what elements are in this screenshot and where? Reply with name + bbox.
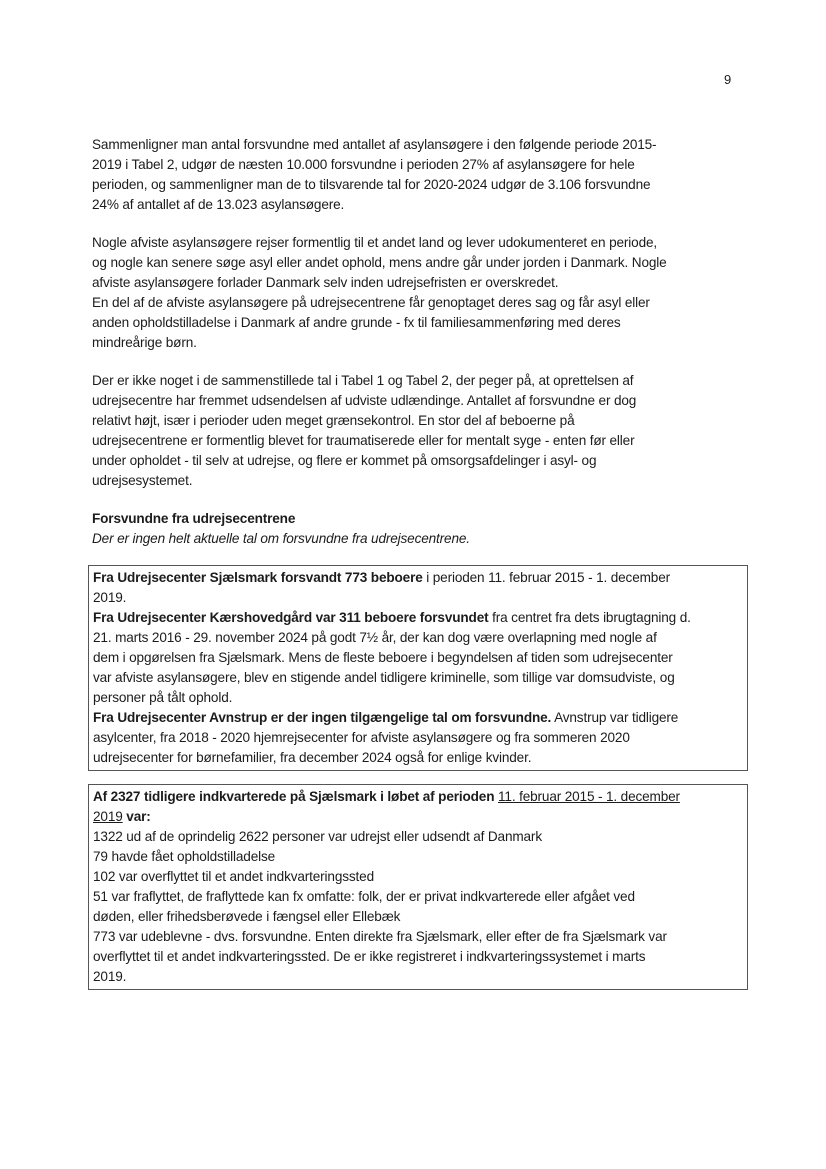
text-segment: Forsvundne fra udrejsecentrene xyxy=(92,511,296,526)
text-line xyxy=(92,391,636,411)
paragraph-rejected-applicants xyxy=(92,233,667,353)
text-segment: fra centret fra dets ibrugtagning d. xyxy=(488,610,691,625)
text-line xyxy=(93,648,747,668)
text-line xyxy=(93,688,747,708)
text-line xyxy=(93,628,747,648)
text-line xyxy=(93,847,747,867)
text-segment: udrejsesystemet. xyxy=(92,473,193,488)
text-line xyxy=(93,867,747,887)
text-segment: Nogle afviste asylansøgere rejser formentlig til et andet land og lever udokumenteret en periode, xyxy=(92,235,658,250)
text-line xyxy=(93,608,747,628)
text-line xyxy=(93,947,747,967)
text-segment: 11. februar 2015 - 1. december xyxy=(498,789,680,804)
info-box-sjaelsmark-stats xyxy=(88,784,748,990)
info-box-centres xyxy=(88,565,748,771)
text-line xyxy=(93,967,747,987)
text-line xyxy=(93,708,747,728)
text-line xyxy=(92,451,636,471)
text-line xyxy=(93,748,747,768)
section-heading-missing xyxy=(92,509,470,549)
text-line xyxy=(92,411,636,431)
text-segment: 1322 ud af de oprindelig 2622 personer var udrejst eller udsendt af Danmark xyxy=(93,829,542,844)
text-segment: relativt højt, især i perioder uden meget grænsekontrol. En stor del af beboerne på xyxy=(92,413,575,428)
text-segment: Der er ikke noget i de sammenstillede tal i Tabel 1 og Tabel 2, der peger på, at oprettelsen af xyxy=(92,373,634,388)
text-segment: 773 var udeblevne - dvs. forsvundne. Enten direkte fra Sjælsmark, eller efter de fra Sjælsmark var xyxy=(93,929,667,944)
text-line xyxy=(92,273,667,293)
text-line xyxy=(92,155,656,175)
text-line xyxy=(92,371,636,391)
text-segment: døden, eller frihedsberøvede i fængsel eller Ellebæk xyxy=(93,909,401,924)
text-line xyxy=(92,253,667,273)
text-segment: 2019. xyxy=(93,590,127,605)
text-segment: 21. marts 2016 - 29. november 2024 på godt 7½ år, der kan dog være overlapning med nogle af xyxy=(93,630,657,645)
text-segment: dem i opgørelsen fra Sjælsmark. Mens de fleste beboere i begyndelsen af tiden som udrejsecenter xyxy=(93,650,673,665)
text-segment: Avnstrup var tidligere xyxy=(551,710,679,725)
text-segment: udrejsecentre har fremmet udsendelsen af udviste udlændinge. Antallet af forsvundne er dog xyxy=(92,393,637,408)
paragraph-departure-centres xyxy=(92,371,636,491)
text-segment: En del af de afviste asylansøgere på udrejsecentrene får genoptaget deres sag og får asyl eller xyxy=(92,295,650,310)
text-line xyxy=(93,807,747,827)
text-line xyxy=(93,887,747,907)
text-segment: Fra Udrejsecenter Sjælsmark forsvandt 773 beboere xyxy=(93,570,423,585)
text-segment: 24% af antallet af de 13.023 asylansøgere. xyxy=(92,197,345,212)
text-line xyxy=(92,431,636,451)
paragraph-comparison xyxy=(92,135,656,215)
text-segment: Af 2327 tidligere indkvarterede på Sjælsmark i løbet af perioden xyxy=(93,789,495,804)
text-line xyxy=(93,728,747,748)
text-line xyxy=(92,175,656,195)
text-segment: Fra Udrejsecenter Kærshovedgård var 311 beboere forsvundet xyxy=(93,610,489,625)
text-line xyxy=(92,135,656,155)
text-line xyxy=(92,333,667,353)
text-segment: afviste asylansøgere forlader Danmark selv inden udrejsefristen er overskredet. xyxy=(92,275,559,290)
text-segment: 2019. xyxy=(93,969,127,984)
text-segment: perioden, og sammenligner man de to tilsvarende tal for 2020-2024 udgør de 3.106 forsvundne xyxy=(92,177,651,192)
text-line xyxy=(92,529,470,549)
text-line xyxy=(93,668,747,688)
text-segment: og nogle kan senere søge asyl eller andet ophold, mens andre går under jorden i Danmark. Nogle xyxy=(92,255,667,270)
text-segment: under opholdet - til selv at udrejse, og flere er kommet på omsorgsafdelinger i asyl- og xyxy=(92,453,597,468)
text-segment: i perioden 11. februar 2015 - 1. december xyxy=(422,570,670,585)
text-line xyxy=(93,588,747,608)
text-segment: overflyttet til et andet indkvarteringssted. De er ikke registreret i indkvarteringssystemet i marts xyxy=(93,949,646,964)
text-line xyxy=(93,568,747,588)
text-segment: 2019 i Tabel 2, udgør de næsten 10.000 forsvundne i perioden 27% af asylansøgere for hele xyxy=(92,157,635,172)
text-line xyxy=(92,313,667,333)
text-segment: udrejsecentrene er formentlig blevet for traumatiserede eller for mentalt syge - enten før eller xyxy=(92,433,635,448)
text-segment: asylcenter, fra 2018 - 2020 hjemrejsecenter for afviste asylansøgere og fra sommeren 2020 xyxy=(93,730,630,745)
text-line xyxy=(92,195,656,215)
text-segment: 2019 xyxy=(93,809,123,824)
text-segment: 102 var overflyttet til et andet indkvarteringssted xyxy=(93,869,374,884)
text-line xyxy=(93,907,747,927)
text-segment: 79 havde fået opholdstilladelse xyxy=(93,849,276,864)
text-line xyxy=(93,927,747,947)
text-line xyxy=(92,471,636,491)
text-line xyxy=(92,509,470,529)
text-segment: personer på tålt ophold. xyxy=(93,690,233,705)
text-segment: Fra Udrejsecenter Avnstrup er der ingen tilgængelige tal om forsvundne. xyxy=(93,710,552,725)
text-segment: Der er ingen helt aktuelle tal om forsvundne fra udrejsecentrene. xyxy=(92,531,470,546)
text-line xyxy=(93,827,747,847)
text-line xyxy=(93,787,747,807)
page-number: 9 xyxy=(724,72,732,87)
text-segment: udrejsecenter for børnefamilier, fra december 2024 også for enlige kvinder. xyxy=(93,750,532,765)
text-segment: 51 var fraflyttet, de fraflyttede kan fx omfatte: folk, der er privat indkvarterede eller afgået ved xyxy=(93,889,635,904)
text-line xyxy=(92,293,667,313)
text-segment: Sammenligner man antal forsvundne med antallet af asylansøgere i den følgende periode 2015- xyxy=(92,137,657,152)
text-segment: anden opholdstilladelse i Danmark af andre grunde - fx til familiesammenføring med deres xyxy=(92,315,621,330)
text-line xyxy=(92,233,667,253)
text-segment: var: xyxy=(122,809,151,824)
text-segment: mindreårige børn. xyxy=(92,335,197,350)
text-segment: var afviste asylansøgere, blev en stigende andel tidligere kriminelle, som tillige var domsudviste, og xyxy=(93,670,675,685)
